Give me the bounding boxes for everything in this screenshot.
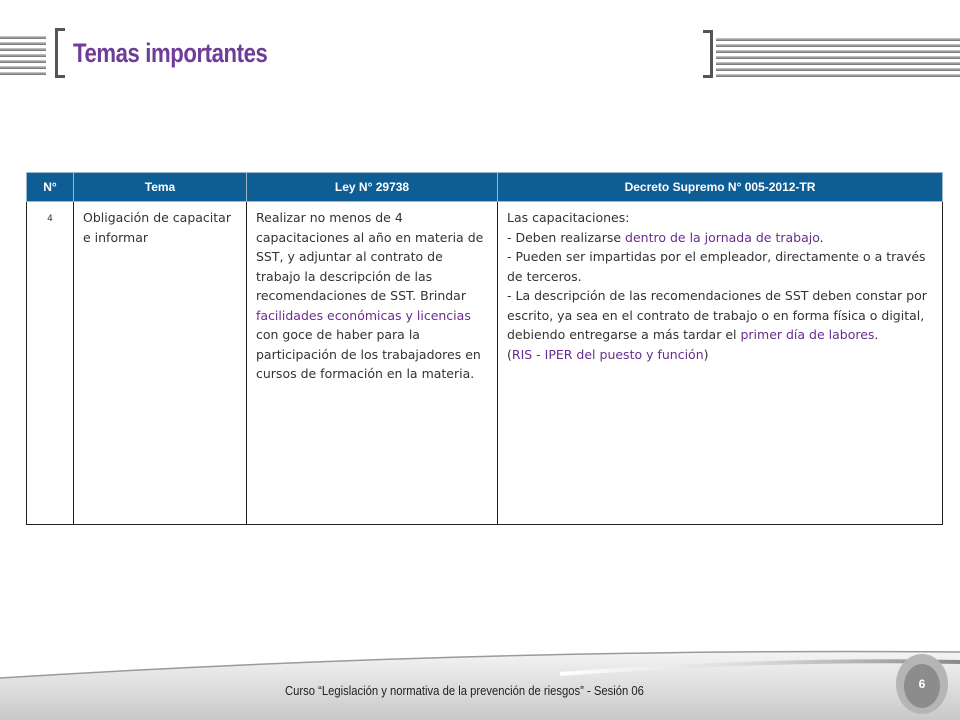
header-stripes-left: [0, 36, 46, 78]
footer-wave: [0, 640, 960, 720]
table-row: [27, 202, 943, 525]
ley-highlight: facilidades económicas y licencias: [256, 307, 471, 323]
ley-text-1: Realizar no menos de 4 capacitaciones al año en materia de SST, y adjuntar al contrato de trabajo la descripción de las recomendaciones de SST.: [256, 210, 484, 303]
header-decreto: Decreto Supremo N° 005-2012-TR: [498, 173, 943, 202]
decreto-intro: Las capacitaciones:: [507, 210, 630, 225]
decreto-line-3-highlight: primer día de labores: [740, 327, 875, 342]
title-bracket-right: [703, 30, 713, 78]
row-number: 4: [27, 202, 74, 525]
decreto-line-4-close: ): [703, 346, 709, 362]
cell-tema: Obligación de capacitar e informar: [74, 202, 247, 525]
decreto-line-1-highlight: dentro de la jornada de trabajo: [625, 229, 820, 245]
decreto-line-1-text: - Deben realizarse: [507, 229, 626, 245]
decreto-line-1-end: .: [819, 229, 824, 245]
header-num: N°: [27, 173, 74, 202]
decreto-line-4: [507, 345, 933, 365]
ley-text-2: Brindar: [420, 288, 466, 303]
page-number: 6: [918, 677, 926, 691]
cell-decreto: [498, 202, 943, 525]
decreto-line-1: [507, 228, 933, 248]
decreto-line-3: [507, 286, 933, 345]
slide-title: Temas importantes: [73, 38, 268, 68]
title-bracket-left: [55, 28, 65, 78]
decreto-line-4-highlight: RIS - IPER del puesto y función: [511, 346, 704, 362]
cell-ley: [247, 202, 498, 525]
ley-text-3: con goce de haber para la participación de los trabajadores en cursos de formación en la materia.: [256, 327, 481, 381]
table-header-row: [27, 173, 943, 202]
header-stripes-right: [716, 38, 960, 80]
header-ley: Ley N° 29738: [247, 173, 498, 202]
decreto-line-2: - Pueden ser impartidas por el empleador, directamente o a través de terceros.: [507, 249, 926, 284]
topics-table: [26, 172, 943, 525]
footer-course-text: Curso “Legislación y normativa de la prevención de riesgos” - Sesión 06: [285, 684, 644, 698]
decreto-line-4-open: (: [507, 346, 512, 362]
decreto-line-3-end: .: [874, 327, 879, 342]
decreto-line-3-text: - La descripción de las recomendaciones de SST deben constar por escrito, ya sea en el contrato de trabajo o en forma física o digital, debiendo entregarse a más tardar el: [507, 288, 927, 342]
header-tema: Tema: [74, 173, 247, 202]
